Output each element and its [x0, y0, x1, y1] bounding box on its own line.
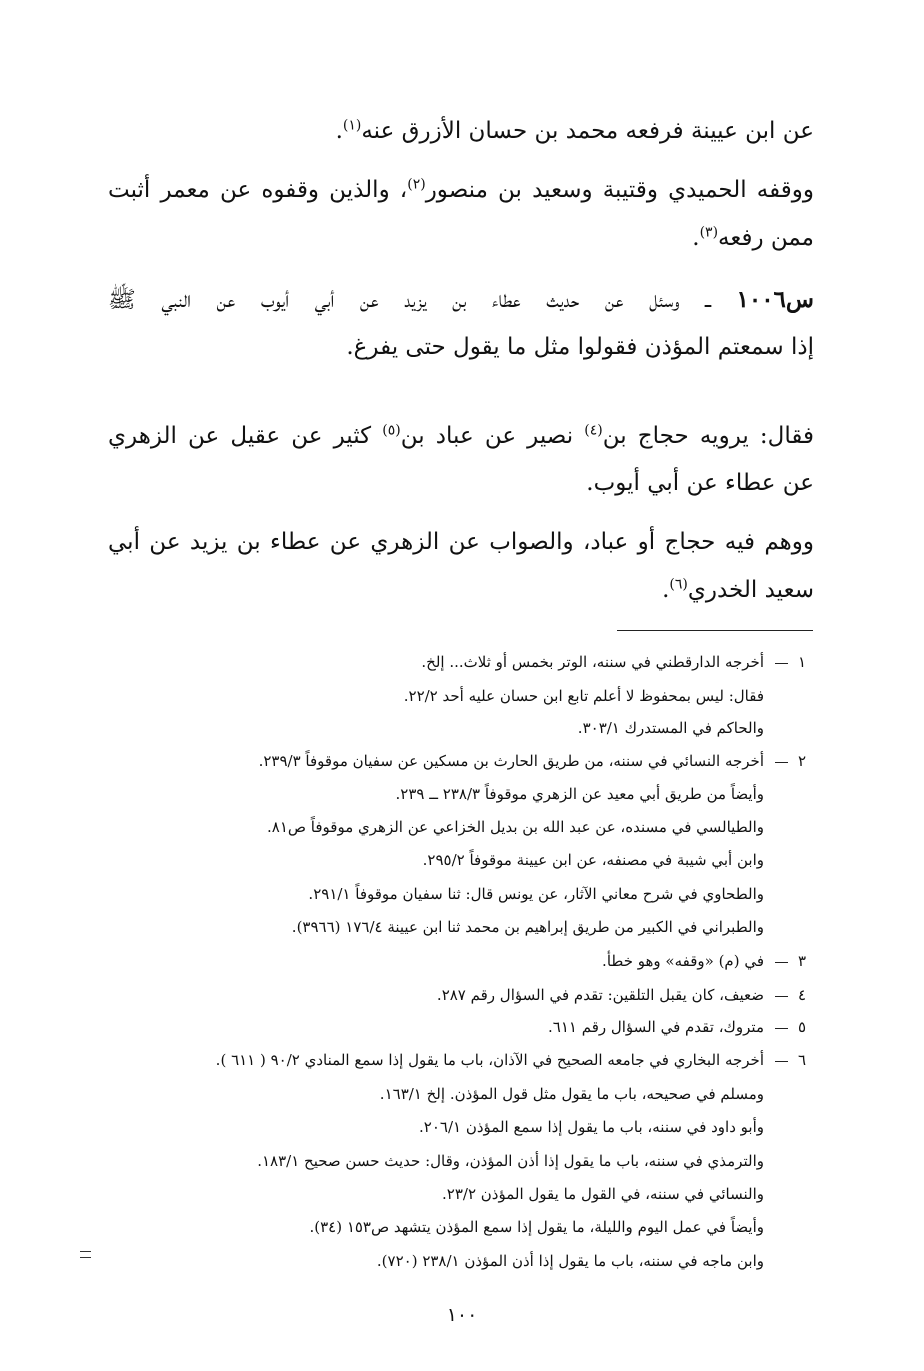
main-text-line-1 [336, 111, 814, 151]
page-number: ١٠٠ [446, 1304, 478, 1326]
text-run: ووقفه الحميدي وقتيبة وسعيد بن منصور [425, 177, 814, 203]
footnote-line: أخرجه الدارقطني في سننه، الوتر بخمس أو ثلاث... إلخ. [421, 653, 764, 671]
footnote-line: وأيضاً في عمل اليوم والليلة، ما يقول إذا سمع المؤذن يتشهد ص١٥٣ (٣٤). [309, 1218, 764, 1236]
text-run: ممن رفعه [718, 225, 814, 251]
main-text-line-5 [346, 327, 814, 367]
main-text-line-7 [586, 463, 814, 503]
main-text-line-8 [108, 522, 814, 562]
footnote-dash [775, 1061, 788, 1062]
footnote-dash [775, 996, 788, 997]
text-run: إذا سمعتم المؤذن فقولوا مثل ما يقول حتى يفرغ. [346, 334, 814, 360]
footnote-dash [775, 762, 788, 763]
main-text-line-6 [108, 416, 814, 456]
footnote-number: ٤ [797, 986, 807, 1004]
footnote-line: متروك، تقدم في السؤال رقم ٦١١. [547, 1018, 764, 1036]
footnote-ref-6[interactable]: (٦) [669, 576, 688, 593]
footnote-line: فقال: ليس بمحفوظ لا أعلم تابع ابن حسان عليه أحد ٢٢/٢. [403, 687, 764, 705]
footnote-line: والحاكم في المستدرك ٣٠٣/١. [577, 719, 764, 737]
footnote-ref-3[interactable]: (٣) [699, 224, 719, 241]
footnote-ref-1[interactable]: (١) [342, 117, 362, 134]
text-run: . [662, 577, 670, 603]
margin-mark [80, 1251, 91, 1258]
footnote-line: والطيالسي في مسنده، عن عبد الله بن بديل الخزاعي عن الزهري موقوفاً ص٨١. [267, 818, 764, 836]
footnote-dash [775, 1028, 788, 1029]
main-text-line-2 [108, 170, 814, 210]
footnote-line: والطحاوي في شرح معاني الآثار، عن يونس قال: ثنا سفيان موقوفاً ٢٩١/١. [308, 885, 764, 903]
footnote-line: وأيضاً من طريق أبي معيد عن الزهري موقوفاً ٢٣٨/٣ ــ ٢٣٩. [395, 785, 764, 803]
footnote-line: والطبراني في الكبير من طريق إبراهيم بن محمد ثنا ابن عيينة ١٧٦/٤ (٣٩٦٦). [291, 918, 764, 936]
main-text-line-9 [662, 570, 814, 610]
text-run: ــ وسئل عن حديث عطاء بن يزيد عن أبي أيوب عن النبي ﷺ [108, 287, 737, 313]
footnote-line: وابن ماجه في سننه، باب ما يقول إذا أذن المؤذن ٢٣٨/١ (٧٢٠). [376, 1252, 764, 1270]
footnote-line: والترمذي في سننه، باب ما يقول إذا أذن المؤذن، وقال: حديث حسن صحيح ١٨٣/١. [257, 1152, 764, 1170]
question-heading [108, 280, 814, 320]
footnote-line: والنسائي في سننه، في القول ما يقول المؤذن ٢٣/٢. [442, 1185, 764, 1203]
footnote-number: ٦ [797, 1051, 807, 1069]
question-number: س١٠٠٦ [736, 286, 814, 313]
text-run: . [335, 118, 343, 144]
footnote-ref-5[interactable]: (٥) [382, 422, 401, 439]
text-run: ووهم فيه حجاج أو عباد، والصواب عن الزهري عن عطاء بن يزيد عن أبي [108, 529, 814, 555]
footnote-number: ٢ [797, 752, 807, 770]
text-run: . [692, 225, 700, 251]
text-run: عن ابن عيينة فرفعه محمد بن حسان الأزرق عنه [361, 118, 814, 144]
text-run: ، والذين وقفوه عن معمر أثبت [108, 177, 408, 203]
footnote-separator [617, 630, 813, 631]
footnote-line: أخرجه النسائي في سننه، من طريق الحارث بن مسكين عن سفيان موقوفاً ٢٣٩/٣. [258, 752, 764, 770]
footnote-dash [775, 663, 788, 664]
footnote-line: وابن أبي شيبة في مصنفه، عن ابن عيينة موقوفاً ٢٩٥/٢. [422, 851, 764, 869]
footnote-line: في (م) «وقفه» وهو خطأ. [602, 952, 764, 970]
footnote-line: ضعيف، كان يقبل التلقين: تقدم في السؤال رقم ٢٨٧. [436, 986, 764, 1004]
text-run: فقال: يرويه حجاج بن [602, 423, 815, 449]
footnote-number: ٣ [797, 952, 807, 970]
footnote-ref-2[interactable]: (٢) [407, 176, 426, 193]
main-text-line-3 [692, 218, 814, 258]
footnote-dash [775, 962, 788, 963]
footnote-number: ١ [797, 653, 807, 671]
footnote-line: أخرجه البخاري في جامعه الصحيح في الآذان، باب ما يقول إذا سمع المنادي ٩٠/٢ ( ٦١١ ). [215, 1051, 764, 1069]
text-run: عن عطاء عن أبي أيوب. [586, 470, 814, 496]
footnote-ref-4[interactable]: (٤) [584, 422, 603, 439]
text-run: كثير عن عقيل عن الزهري [108, 423, 383, 449]
text-run: نصير عن عباد بن [400, 423, 585, 449]
footnote-line: ومسلم في صحيحه، باب ما يقول مثل قول المؤذن. إلخ ١٦٣/١. [379, 1085, 764, 1103]
footnote-line: وأبو داود في سننه، باب ما يقول إذا سمع المؤذن ٢٠٦/١. [419, 1118, 764, 1136]
footnote-number: ٥ [797, 1018, 807, 1036]
text-run: سعيد الخدري [687, 577, 814, 603]
